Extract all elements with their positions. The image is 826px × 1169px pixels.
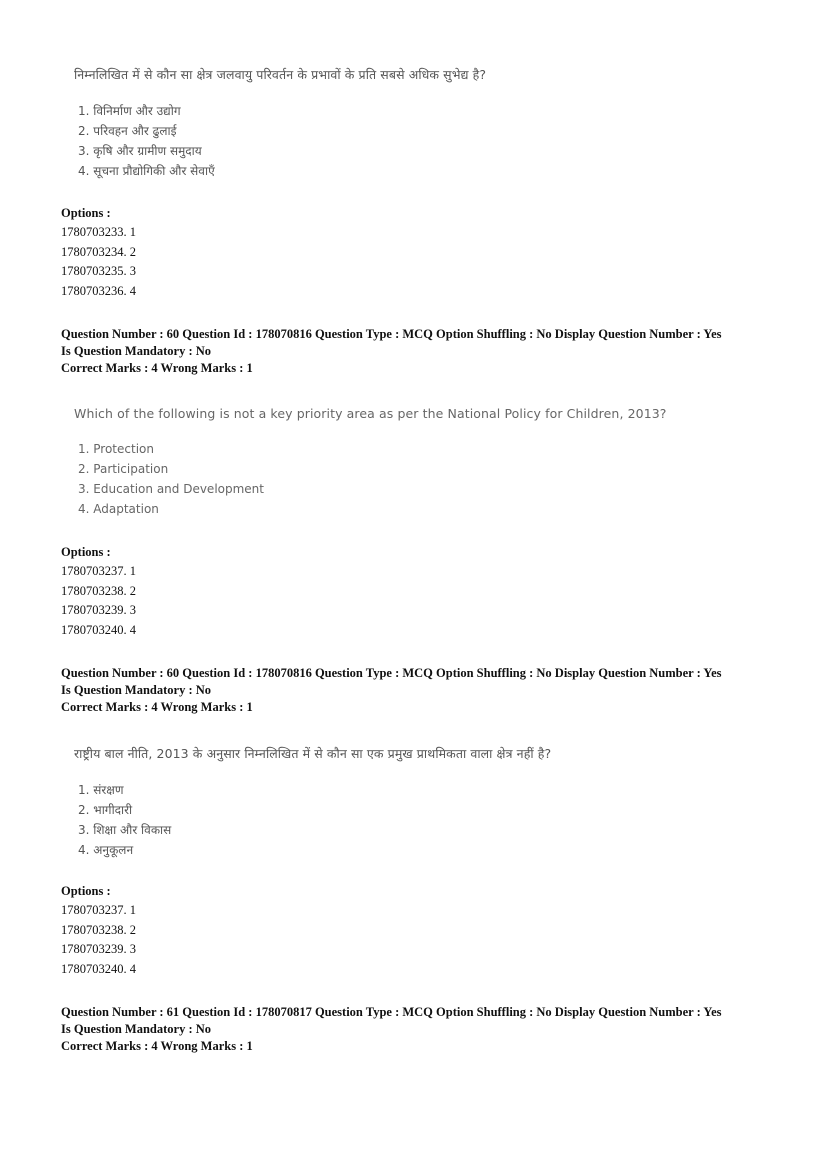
question-meta-line: Question Number : 60 Question Id : 178070816 Question Type : MCQ Option Shuffling : No Display Question Number : Yes	[61, 327, 722, 341]
question-image-2	[74, 406, 667, 519]
option-id: 1780703235. 3	[61, 264, 136, 278]
question-marks: Correct Marks : 4 Wrong Marks : 1	[61, 1039, 253, 1053]
options-block-1	[61, 203, 136, 301]
question-choice: 3. कृषि और ग्रामीण समुदाय	[78, 144, 202, 158]
question-mandatory: Is Question Mandatory : No	[61, 344, 212, 358]
options-block-2	[61, 542, 136, 640]
option-id: 1780703239. 3	[61, 942, 136, 956]
question-meta-line: Question Number : 60 Question Id : 178070816 Question Type : MCQ Option Shuffling : No Display Question Number : Yes	[61, 666, 722, 680]
question-image-1	[74, 66, 486, 181]
question-meta-2	[61, 665, 771, 716]
question-choice: 1. Protection	[78, 442, 154, 456]
question-choices	[74, 780, 551, 860]
question-choice: 2. परिवहन और ढुलाई	[78, 124, 177, 138]
question-marks: Correct Marks : 4 Wrong Marks : 1	[61, 361, 253, 375]
option-id: 1780703239. 3	[61, 603, 136, 617]
options-block-3	[61, 881, 136, 979]
option-id: 1780703234. 2	[61, 244, 136, 259]
option-id: 1780703238. 2	[61, 922, 136, 937]
question-choice: 2. भागीदारी	[78, 803, 133, 817]
option-id: 1780703237. 1	[61, 903, 136, 917]
question-choices	[74, 439, 667, 519]
question-stem: निम्नलिखित में से कौन सा क्षेत्र जलवायु परिवर्तन के प्रभावों के प्रति सबसे अधिक सुभेद्य है?	[74, 67, 487, 82]
question-choices	[74, 101, 486, 181]
question-choice: 1. संरक्षण	[78, 783, 124, 797]
option-id: 1780703236. 4	[61, 283, 136, 298]
question-marks: Correct Marks : 4 Wrong Marks : 1	[61, 700, 253, 714]
question-choice: 3. शिक्षा और विकास	[78, 823, 172, 837]
options-title: Options :	[61, 206, 111, 220]
question-choice: 4. अनुकूलन	[78, 843, 134, 857]
question-meta-3	[61, 1004, 771, 1055]
options-title: Options :	[61, 884, 111, 898]
options-title: Options :	[61, 545, 111, 559]
question-meta-1	[61, 326, 771, 377]
question-choice: 4. सूचना प्रौद्योगिकी और सेवाएँ	[78, 164, 215, 178]
question-mandatory: Is Question Mandatory : No	[61, 1022, 212, 1036]
question-choice: 3. Education and Development	[78, 482, 264, 496]
question-stem: राष्ट्रीय बाल नीति, 2013 के अनुसार निम्नलिखित में से कौन सा एक प्रमुख प्राथमिकता वाला क्षेत्र नहीं है?	[74, 746, 552, 761]
option-id: 1780703240. 4	[61, 961, 136, 976]
option-id: 1780703233. 1	[61, 225, 136, 239]
question-image-3	[74, 745, 551, 860]
option-id: 1780703238. 2	[61, 583, 136, 598]
question-stem: Which of the following is not a key priority area as per the National Policy for Children, 2013?	[74, 406, 667, 421]
question-mandatory: Is Question Mandatory : No	[61, 683, 212, 697]
option-id: 1780703237. 1	[61, 564, 136, 578]
question-choice: 4. Adaptation	[78, 502, 159, 516]
question-choice: 1. विनिर्माण और उद्योग	[78, 104, 181, 118]
question-choice: 2. Participation	[78, 462, 169, 476]
option-id: 1780703240. 4	[61, 622, 136, 637]
question-meta-line: Question Number : 61 Question Id : 178070817 Question Type : MCQ Option Shuffling : No Display Question Number : Yes	[61, 1005, 722, 1019]
